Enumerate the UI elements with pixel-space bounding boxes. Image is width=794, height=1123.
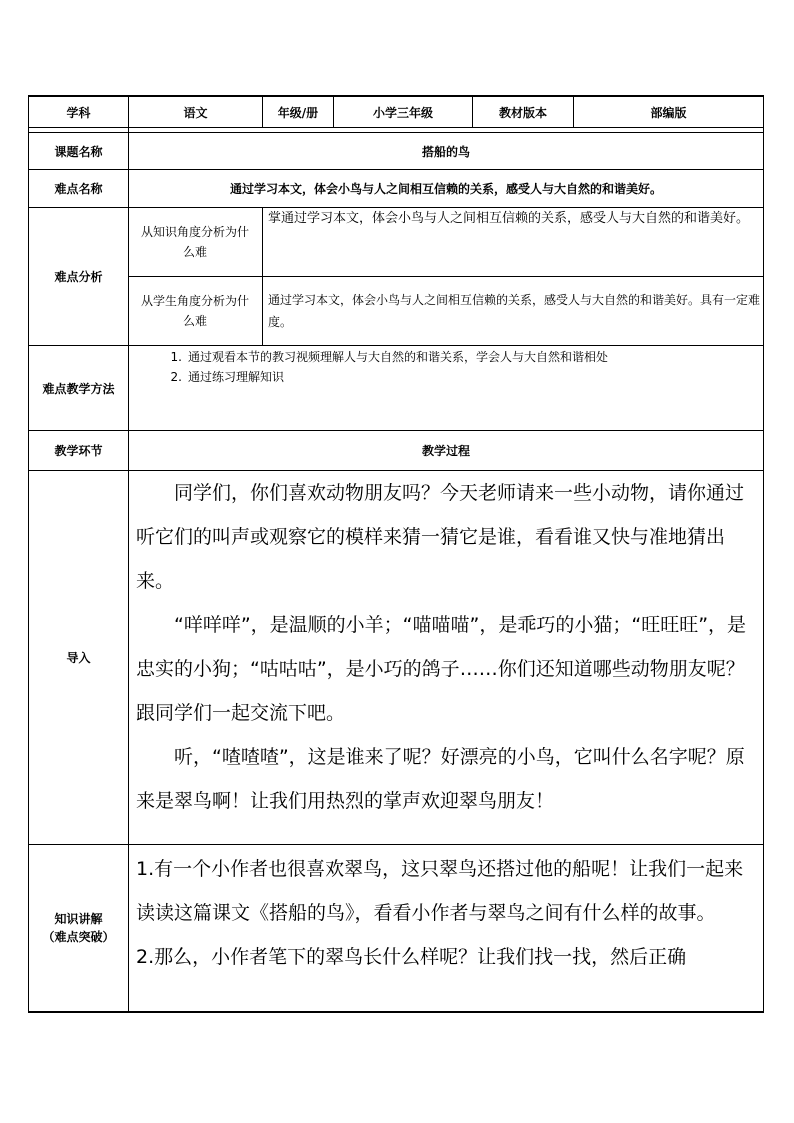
knowledge-label: 知识讲解 bbox=[54, 912, 103, 926]
difficulty-label: 难点名称 bbox=[54, 182, 103, 196]
paragraph: “咩咩咩”，是温顺的小羊；“喵喵喵”，是乖巧的小猫；“旺旺旺”，是忠实的小狗；“咕咕咕”，是小巧的鸽子……你们还知道哪些动物朋友呢？跟同学们一起交流下吧。 bbox=[136, 614, 747, 724]
col-divider bbox=[128, 95, 129, 1013]
subject-value: 语文 bbox=[183, 105, 208, 120]
paragraph: 听，“喳喳喳”，这是谁来了呢？好漂亮的小鸟，它叫什么名字呢？原来是翠鸟啊！让我们用热烈的掌声欢迎翠鸟朋友！ bbox=[136, 746, 745, 812]
list-item: 1. 通过观看本节的教习视频理解人与大自然的和谐关系，学会人与大自然和谐相处 bbox=[170, 350, 609, 364]
col-divider bbox=[262, 207, 263, 345]
lesson-plan-table bbox=[28, 95, 764, 1013]
stage-header: 教学环节 bbox=[54, 444, 103, 458]
method-label: 难点教学方法 bbox=[42, 381, 115, 396]
process-header: 教学过程 bbox=[421, 444, 470, 458]
student-angle-label: 从学生角度分析为什么难 bbox=[140, 294, 249, 328]
lesson-label: 课题名称 bbox=[54, 144, 103, 159]
list-item: 2. 通过练习理解知识 bbox=[170, 370, 285, 384]
paragraph: 1.有一个小作者也很喜欢翠鸟，这只翠鸟还搭过他的船呢！让我们一起来读读这篇课文《搭船的鸟》，看看小作者与翠鸟之间有什么样的故事。 bbox=[136, 858, 744, 924]
grade-value: 小学三年级 bbox=[372, 105, 433, 120]
knowledge-label-cell bbox=[29, 845, 128, 1011]
row-divider bbox=[28, 844, 764, 845]
knowledge-angle-value: 掌通过学习本文，体会小鸟与人之间相互信赖的关系，感受人与大自然的和谐美好。 bbox=[268, 211, 750, 226]
difficulty-value: 通过学习本文，体会小鸟与人之间相互信赖的关系，感受人与大自然的和谐美好。 bbox=[229, 182, 662, 196]
table-border-right bbox=[763, 95, 764, 1013]
subject-label: 学科 bbox=[66, 105, 91, 120]
analysis-label: 难点分析 bbox=[54, 270, 103, 284]
edition-value: 部编版 bbox=[650, 105, 687, 120]
intro-text bbox=[136, 471, 760, 823]
knowledge-sublabel: （难点突破） bbox=[42, 930, 115, 944]
row-divider bbox=[28, 345, 764, 346]
paragraph: 2.那么，小作者笔下的翠鸟长什么样呢？让我们找一找，然后正确 bbox=[136, 946, 687, 968]
lesson-title: 搭船的鸟 bbox=[421, 144, 470, 159]
grade-label: 年级/册 bbox=[277, 105, 319, 120]
row-divider bbox=[28, 127, 764, 128]
student-angle-value: 通过学习本文，体会小鸟与人之间相互信赖的关系，感受人与大自然的和谐美好。具有一定难度。 bbox=[268, 293, 761, 329]
knowledge-angle-label: 从知识角度分析为什么难 bbox=[140, 225, 249, 259]
paragraph: 同学们，你们喜欢动物朋友吗？今天老师请来一些小动物，请你通过听它们的叫声或观察它的模样来猜一猜它是谁，看看谁又快与准地猜出来。 bbox=[136, 482, 745, 592]
knowledge-text bbox=[136, 847, 762, 979]
edition-label: 教材版本 bbox=[498, 105, 547, 120]
method-list bbox=[156, 347, 756, 387]
intro-label: 导入 bbox=[66, 651, 91, 665]
table-border-bottom bbox=[28, 1011, 764, 1013]
